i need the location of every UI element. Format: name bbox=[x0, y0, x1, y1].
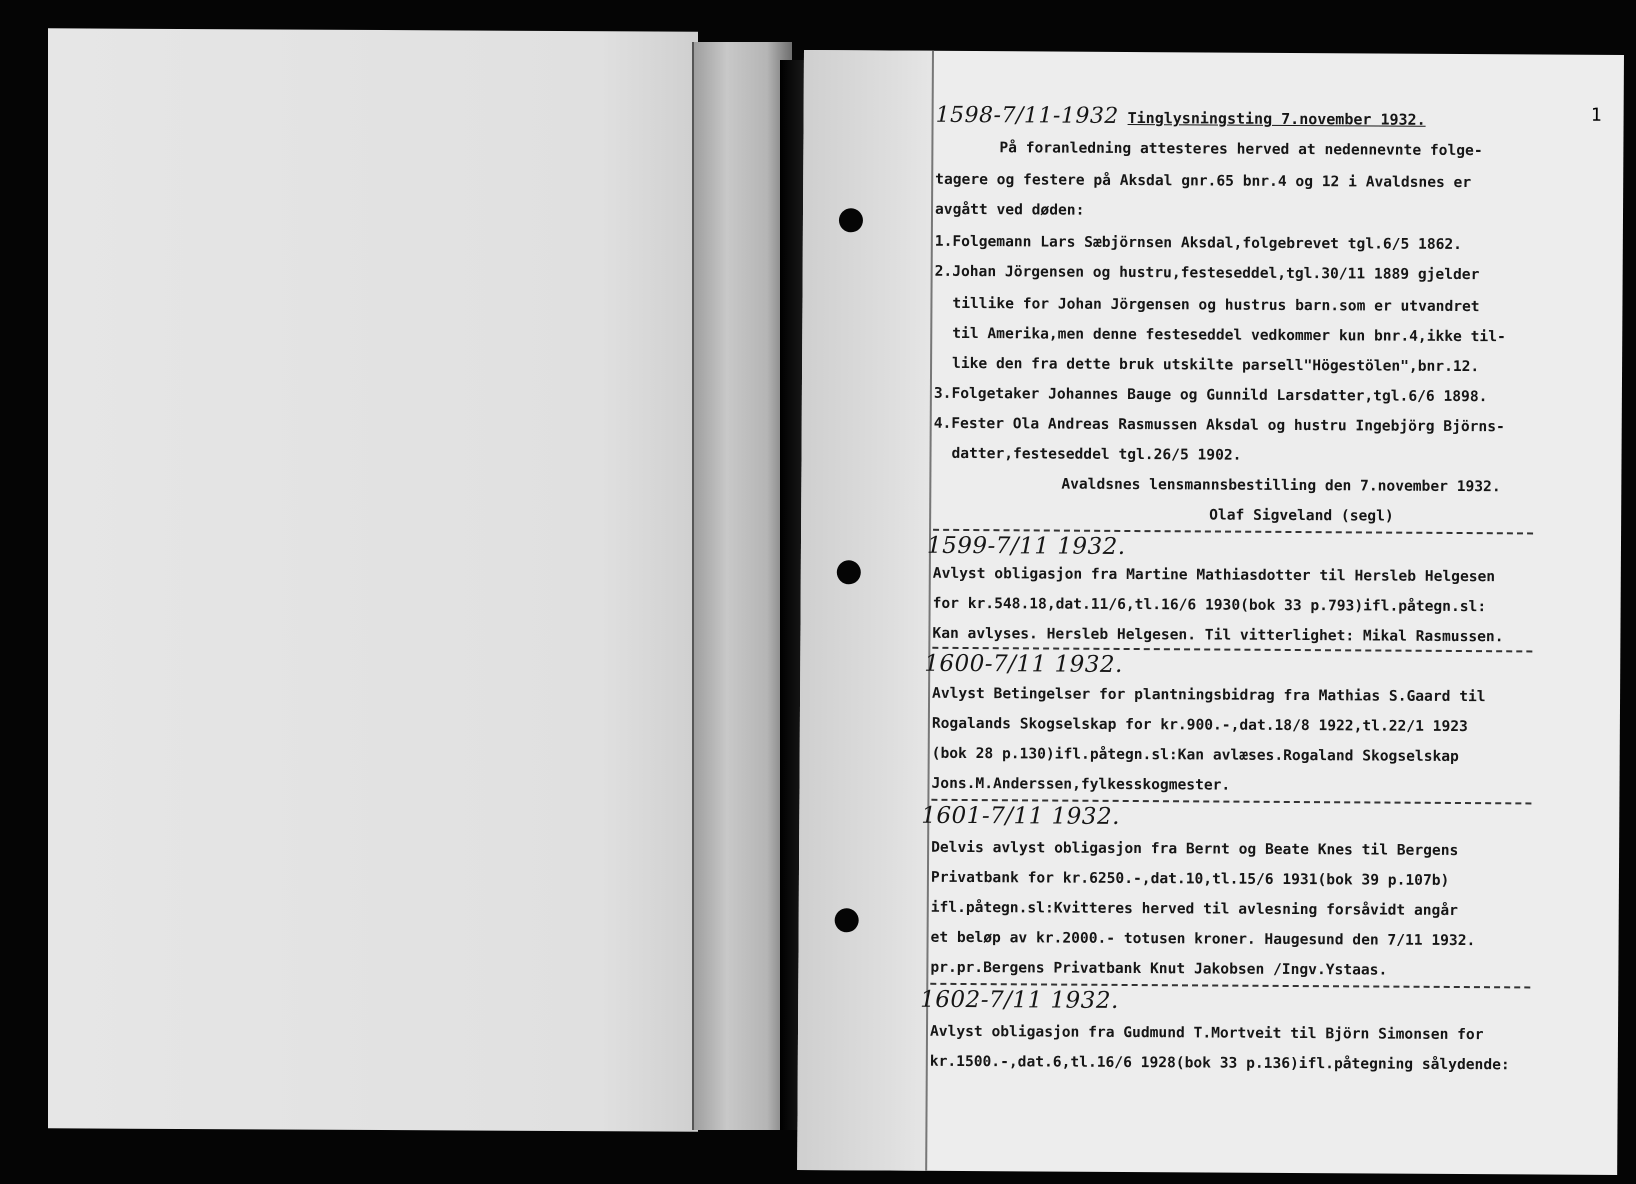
text-line: Avlyst Betingelser for plantningsbidrag fra Mathias S.Gaard til bbox=[932, 684, 1486, 706]
text-line: et beløp av kr.2000.- totusen kroner. Haugesund den 7/11 1932. bbox=[930, 928, 1476, 950]
punch-hole bbox=[835, 908, 859, 932]
handwritten-entry-number: 1598-7/11-1932 bbox=[935, 102, 1119, 129]
text-line: pr.pr.Bergens Privatbank Knut Jakobsen /Ingv.Ystaas. bbox=[930, 958, 1388, 979]
text-line: Rogalands Skogselskap for kr.900.-,dat.18/8 1922,tl.22/1 1923 bbox=[931, 714, 1468, 736]
punch-hole bbox=[839, 208, 863, 232]
text-line: kr.1500.-,dat.6,tl.16/6 1928(bok 33 p.136)ifl.påtegning sålydende: bbox=[929, 1052, 1510, 1074]
text-line: 3.Folgetaker Johannes Bauge og Gunnild Larsdatter,tgl.6/6 1898. bbox=[933, 384, 1488, 406]
text-line: ifl.påtegn.sl:Kvitteres herved til avlesning forsåvidt angår bbox=[930, 898, 1458, 920]
text-line: datter,festeseddel tgl.26/5 1902. bbox=[951, 444, 1242, 464]
signature-line: Olaf Sigveland (segl) bbox=[1209, 506, 1394, 525]
text-line: Delvis avlyst obligasjon fra Bernt og Beate Knes til Bergens bbox=[931, 838, 1459, 860]
text-line: for kr.548.18,dat.11/6,tl.16/6 1930(bok 33 p.793)ifl.påtegn.sl: bbox=[932, 594, 1487, 616]
page-number: 1 bbox=[1590, 104, 1602, 126]
text-line: tillike for Johan Jörgensen og hustrus barn.som er utvandret bbox=[952, 294, 1480, 316]
entry-header-row bbox=[936, 103, 1426, 131]
text-line: 2.Johan Jörgensen og hustru,festeseddel,tgl.30/11 1889 gjelder bbox=[934, 262, 1480, 284]
right-ledger-page bbox=[797, 50, 1624, 1175]
handwritten-entry-number: 1601-7/11 1932. bbox=[921, 802, 1121, 830]
handwritten-entry-number: 1602-7/11 1932. bbox=[920, 986, 1119, 1014]
text-line: (bok 28 p.130)ifl.påtegn.sl:Kan avlæses.Rogaland Skogselskap bbox=[931, 744, 1459, 766]
left-page-gutter bbox=[692, 42, 792, 1130]
text-line: 1.Folgemann Lars Sæbjörnsen Aksdal,folgebrevet tgl.6/5 1862. bbox=[934, 232, 1463, 254]
gutter-edge bbox=[692, 42, 694, 1130]
court-session-title: Tinglysningsting 7.november 1932. bbox=[1127, 108, 1426, 129]
punch-hole bbox=[837, 560, 861, 584]
text-line: 4.Fester Ola Andreas Rasmussen Aksdal og hustru Ingebjörg Björns- bbox=[933, 414, 1505, 436]
text-line: avgått ved døden: bbox=[934, 200, 1085, 219]
text-line: Avlyst obligasjon fra Gudmund T.Mortveit til Björn Simonsen for bbox=[929, 1022, 1484, 1044]
handwritten-entry-number: 1600-7/11 1932. bbox=[924, 650, 1123, 678]
text-line: til Amerika,men denne festeseddel vedkommer kun bnr.4,ikke til- bbox=[952, 324, 1506, 346]
text-line: like den fra dette bruk utskilte parsell"Högestölen",bnr.12. bbox=[952, 354, 1480, 376]
text-line: Privatbank for kr.6250.-,dat.10,tl.15/6 1931(bok 39 p.107b) bbox=[930, 868, 1450, 889]
text-line: Jons.M.Anderssen,fylkesskogmester. bbox=[931, 774, 1231, 794]
text-line: tagere og festere på Aksdal gnr.65 bnr.4 og 12 i Avaldsnes er bbox=[935, 170, 1472, 192]
ledger-content bbox=[920, 51, 1624, 1175]
text-line: På foranledning attesteres herved at nedennevnte folge- bbox=[999, 139, 1483, 160]
text-line: Kan avlyses. Hersleb Helgesen. Til vitterlighet: Mikal Rasmussen. bbox=[932, 624, 1504, 646]
handwritten-entry-number: 1599-7/11 1932. bbox=[926, 532, 1126, 560]
text-line: Avaldsnes lensmannsbestilling den 7.november 1932. bbox=[1061, 475, 1501, 496]
margin-strip bbox=[797, 50, 934, 1171]
text-line: Avlyst obligasjon fra Martine Mathiasdotter til Hersleb Helgesen bbox=[932, 564, 1496, 586]
left-blank-page bbox=[48, 28, 698, 1131]
